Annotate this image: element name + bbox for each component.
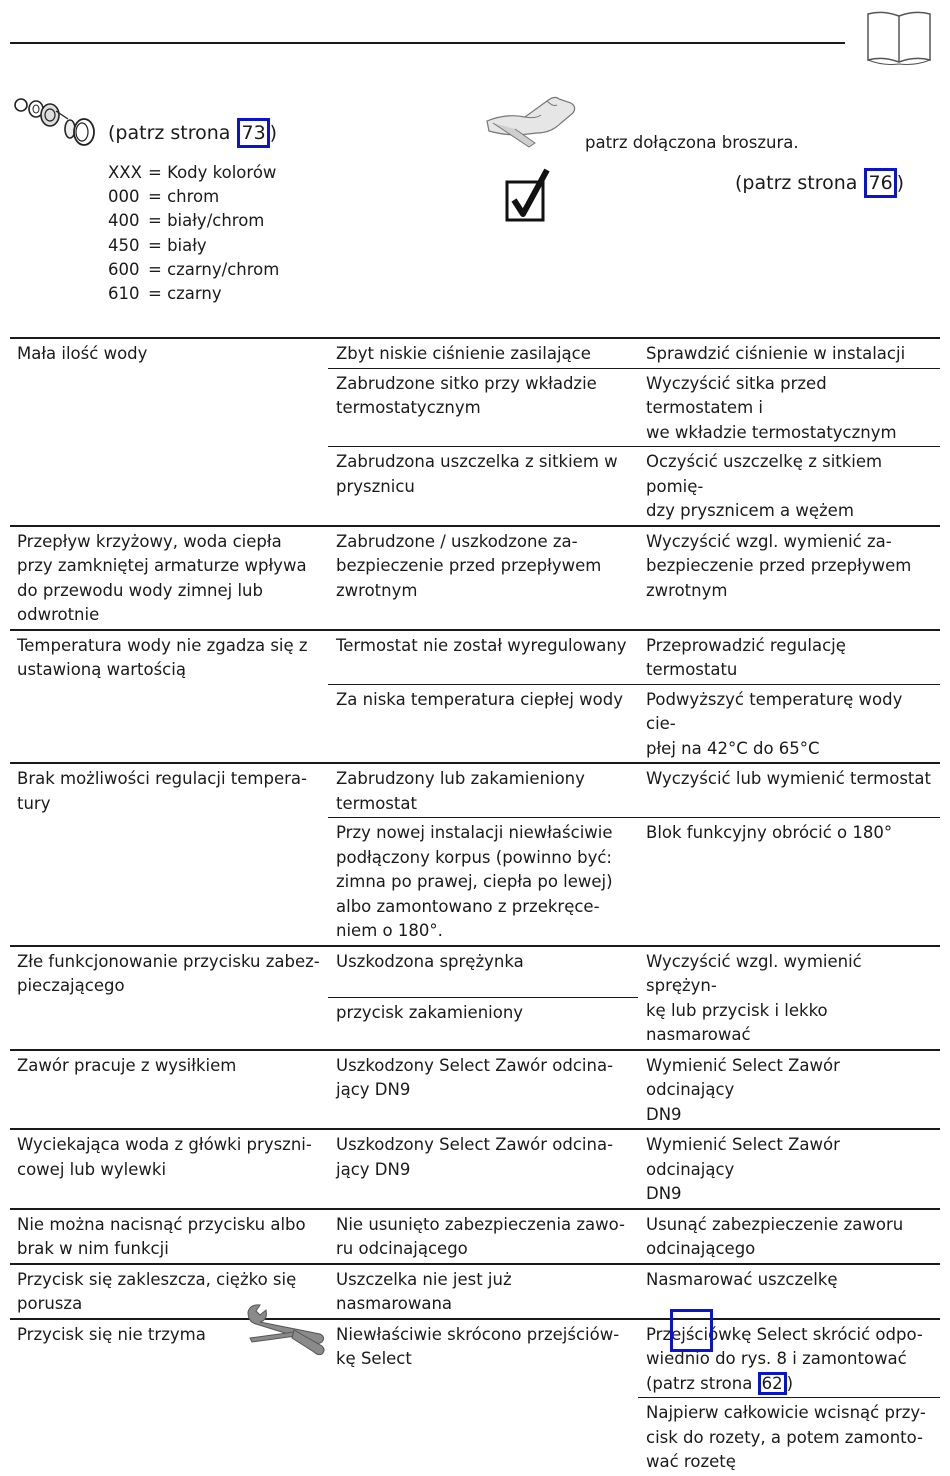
table-row — [10, 946, 940, 998]
symptom-cell — [10, 763, 328, 946]
text-line: kę lub przycisk i lekko nasmarować — [646, 1000, 828, 1044]
color-code: 600 — [108, 259, 140, 279]
symptom-cell — [10, 338, 328, 526]
text-line: Zawór pracuje z wysiłkiem — [17, 1055, 237, 1075]
symptom-cell — [10, 630, 328, 764]
color-label: Kody kolorów — [167, 163, 277, 182]
text-line: Zabrudzone sitko przy wkładzie — [336, 373, 597, 393]
text-line: Wyciekająca woda z główki pryszni- — [17, 1135, 312, 1154]
cause-cell — [328, 946, 638, 998]
hand-cleaning-icon — [485, 93, 577, 155]
text-line: Uszkodzony Select Zawór odcina- — [336, 1055, 614, 1075]
text-line: Usunąć zabezpieczenie zaworu — [646, 1214, 904, 1234]
text-line: bezpieczenie przed przepływem — [336, 556, 602, 575]
remedy-cell — [638, 1050, 940, 1130]
text-line: Wyczyścić lub wymienić termostat — [646, 769, 931, 788]
text-line: dzy prysznicem a wężem — [646, 501, 854, 520]
cause-cell — [328, 1319, 638, 1476]
table-row — [10, 1319, 940, 1398]
color-code-row — [108, 185, 279, 209]
remedy-cell — [638, 447, 940, 526]
table-row — [10, 338, 940, 368]
text-line: Zabrudzony lub zakamieniony — [336, 769, 585, 788]
text-line: Uszkodzona sprężynka — [336, 951, 524, 971]
text-line: cisk do rozety, a potem zamonto- — [646, 1427, 924, 1447]
text-line: Uszczelka nie jest już nasmarowana — [336, 1269, 512, 1313]
text-line: Zabrudzone / uszkodzone za- — [336, 531, 578, 551]
table-row — [10, 763, 940, 818]
equals-sign: = — [148, 259, 168, 279]
remedy-cell — [638, 684, 940, 763]
text-line: Zabrudzona uszczelka z sitkiem w — [336, 452, 618, 471]
remedy-cell — [638, 630, 940, 685]
text-line: zwrotnym — [336, 580, 418, 600]
symptom-cell — [10, 526, 328, 630]
text-line: zimna po prawej, ciepła po lewej) — [336, 872, 613, 891]
page-reference — [646, 1372, 932, 1397]
text-line: ustawioną wartością — [17, 660, 186, 679]
table-row — [10, 1264, 940, 1319]
text-line: Nie można nacisnąć przycisku albo — [17, 1214, 306, 1234]
color-label: biały — [167, 235, 207, 255]
text-line: Za niska temperatura ciepłej wody — [336, 689, 623, 709]
text-line: jący DN9 — [336, 1080, 411, 1099]
color-code: 000 — [108, 187, 140, 207]
color-code-row — [108, 258, 279, 282]
remedy-cell — [638, 763, 940, 818]
text-line: Przycisk się zakleszcza, ciężko się — [17, 1269, 297, 1289]
cause-cell — [328, 630, 638, 685]
ref-suffix: ) — [786, 1373, 794, 1393]
color-code: 450 — [108, 235, 140, 255]
text-line: Złe funkcjonowanie przycisku zabez- — [17, 951, 320, 971]
color-code: 400 — [108, 211, 140, 231]
cause-cell — [328, 818, 638, 946]
remedy-cell — [638, 1209, 940, 1264]
color-label: czarny/chrom — [167, 259, 280, 279]
page-link-73[interactable]: 73 — [237, 118, 269, 148]
text-line: Uszkodzony Select Zawór odcina- — [336, 1135, 614, 1154]
text-line: Temperatura wody nie zgadza się z — [17, 635, 308, 655]
text-line: termostat — [336, 793, 417, 813]
text-line: Zbyt niskie ciśnienie zasilające — [336, 344, 591, 363]
color-code: 610 — [108, 284, 140, 304]
symptom-cell — [10, 1209, 328, 1264]
table-row — [10, 1209, 940, 1264]
cleaning-text: patrz dołączona broszura. — [585, 133, 799, 152]
symptom-cell — [10, 946, 328, 1050]
text-line: wać rozetę — [646, 1452, 736, 1471]
text-line: Nie usunięto zabezpieczenia zawo- — [336, 1214, 626, 1234]
text-line: Przeprowadzić regulację termostatu — [646, 635, 846, 679]
remedy-cell — [638, 946, 940, 1050]
text-line: Przy nowej instalacji niewłaściwie — [336, 823, 613, 842]
text-line: termostatycznym — [336, 398, 481, 417]
equals-sign: = — [148, 163, 168, 182]
cause-cell — [328, 1264, 638, 1319]
text-line: we wkładzie termostatycznym — [646, 422, 897, 442]
cause-cell — [328, 368, 638, 447]
text-line: albo zamontowano z przekręce- — [336, 896, 600, 916]
color-label: chrom — [167, 187, 220, 207]
text-line: Najpierw całkowicie wcisnąć przy- — [646, 1403, 926, 1422]
color-code-row — [108, 234, 279, 258]
ref-prefix: (patrz strona — [646, 1373, 758, 1393]
text-line: płej na 42°C do 65°C — [646, 738, 820, 758]
text-line: brak w nim funkcji — [17, 1239, 169, 1258]
cause-cell — [328, 763, 638, 818]
table-row — [10, 1050, 940, 1130]
text-line: porusza — [17, 1294, 83, 1313]
header-rule — [10, 42, 845, 44]
cause-cell — [328, 526, 638, 630]
text-line: Wyczyścić wzgl. wymienić sprężyn- — [646, 951, 862, 995]
text-line: tury — [17, 793, 51, 813]
table-row — [10, 1129, 940, 1209]
color-label: biały/chrom — [167, 211, 265, 231]
color-label: czarny — [167, 284, 222, 304]
text-line: Brak możliwości regulacji tempera- — [17, 769, 307, 788]
text-line: Termostat nie został wyregulowany — [336, 635, 627, 655]
remedy-cell — [638, 818, 940, 946]
symptom-cell — [10, 1129, 328, 1209]
cause-cell — [328, 1050, 638, 1130]
color-code: XXX — [108, 163, 142, 182]
page-link-76[interactable]: 76 — [864, 168, 896, 198]
remedy-cell — [638, 1129, 940, 1209]
text-line: cowej lub wylewki — [17, 1159, 167, 1179]
text-line: kę Select — [336, 1349, 412, 1368]
cause-cell — [328, 998, 638, 1050]
ref-suffix: ) — [896, 172, 905, 194]
equals-sign: = — [148, 284, 168, 304]
text-line: Przepływ krzyżowy, woda ciepła — [17, 531, 282, 551]
text-line: pieczającego — [17, 976, 125, 995]
remedy-cell — [638, 526, 940, 630]
text-line: DN9 — [646, 1104, 682, 1124]
text-line: przycisk zakamieniony — [336, 1003, 524, 1022]
remedy-cell — [638, 1398, 940, 1476]
color-code-row — [108, 282, 279, 306]
text-line: Nasmarować uszczelkę — [646, 1269, 838, 1289]
spare-parts-reference — [108, 118, 277, 148]
text-line: Blok funkcyjny obrócić o 180° — [646, 823, 893, 842]
cause-cell — [328, 684, 638, 763]
empty-checkbox[interactable] — [670, 1309, 713, 1352]
ref-prefix: (patrz strona — [108, 122, 237, 144]
equals-sign: = — [148, 187, 168, 207]
cause-cell — [328, 1129, 638, 1209]
table-row — [10, 526, 940, 630]
equals-sign: = — [148, 235, 168, 255]
color-code-row — [108, 209, 279, 233]
text-line: Oczyścić uszczelkę z sitkiem pomię- — [646, 452, 883, 496]
text-line: wiednio do rys. 8 i zamontować — [646, 1349, 907, 1368]
text-line: przy zamkniętej armaturze wpływa — [17, 556, 307, 575]
text-line: niem o 180°. — [336, 921, 443, 940]
page-link-62[interactable]: 62 — [758, 1372, 787, 1395]
text-line: do przewodu wody zimnej lub — [17, 580, 263, 600]
troubleshooting-table — [10, 337, 940, 1476]
remedy-cell — [638, 338, 940, 368]
cause-cell — [328, 1209, 638, 1264]
text-line: jący DN9 — [336, 1159, 411, 1179]
remedy-cell — [638, 368, 940, 447]
cause-cell — [328, 447, 638, 526]
text-line: Wymienić Select Zawór odcinający — [646, 1055, 840, 1099]
cause-cell — [328, 338, 638, 368]
text-line: Przycisk się nie trzyma — [17, 1324, 206, 1344]
text-line: Niewłaściwie skrócono przejściów- — [336, 1324, 620, 1344]
equals-sign: = — [148, 211, 168, 231]
text-line: odwrotnie — [17, 605, 100, 624]
book-icon — [866, 10, 932, 66]
text-line: bezpieczenie przed przepływem — [646, 556, 912, 575]
text-line: prysznicu — [336, 476, 415, 496]
text-line: podłączony korpus (powinno być: — [336, 847, 612, 867]
color-code-row — [108, 161, 279, 185]
text-line: ru odcinającego — [336, 1239, 468, 1258]
text-line: zwrotnym — [646, 580, 728, 600]
spare-parts-icon — [12, 95, 96, 147]
text-line: Podwyższyć temperaturę wody cie- — [646, 689, 903, 733]
test-reference — [735, 168, 904, 198]
text-line: Wyczyścić wzgl. wymienić za- — [646, 531, 892, 551]
text-line: Wyczyścić sitka przed termostatem i — [646, 373, 827, 417]
text-line: odcinającego — [646, 1239, 756, 1258]
text-line: Wymienić Select Zawór odcinający — [646, 1135, 840, 1179]
ref-prefix: (patrz strona — [735, 172, 864, 194]
wrench-screwdriver-icon — [244, 1302, 326, 1356]
text-line: Sprawdzić ciśnienie w instalacji — [646, 344, 906, 363]
checkmark-icon — [505, 166, 551, 222]
text-line: Mała ilość wody — [17, 344, 148, 363]
ref-suffix: ) — [269, 122, 278, 144]
text-line: DN9 — [646, 1184, 682, 1203]
text-line: Przejściówkę Select skrócić odpo- — [646, 1324, 923, 1344]
color-codes-list — [108, 161, 279, 306]
symptom-cell — [10, 1050, 328, 1130]
table-row — [10, 630, 940, 685]
